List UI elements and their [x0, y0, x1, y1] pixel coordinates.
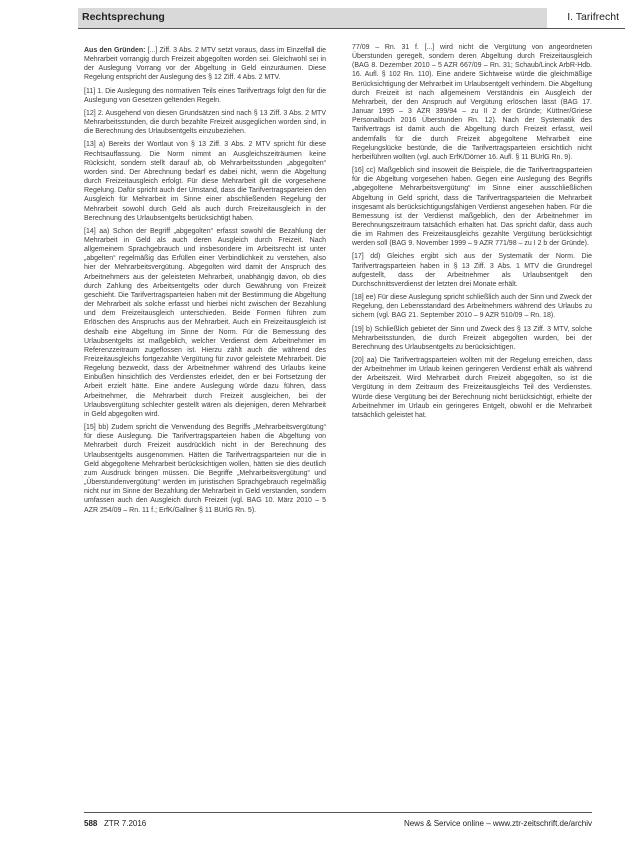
paragraph: [84, 46, 326, 83]
paragraph-number: [20]: [352, 357, 364, 364]
paragraph-text: aa) Die Tarifvertragsparteien wollten mit der Regelung erreichen, dass der Arbeitnehmer im Urlaub keinen geringeren Verdienst erhält als während der Arbeitszeit. Wird Mehrarbeit durch Freizeit abgegolten, so ist die Vergütung in dem Zeitraum des Freizeitausgleichs Teil des Verdienstes. Würde diese Vergütung bei der Berechnung nicht berücksichtigt, erhielte der Arbeitnehmer im Urlaub ein geringeres Entgelt, obwohl er die Mehrarbeit tatsächlich geleistet hat.: [352, 357, 592, 419]
page-footer: [78, 812, 598, 832]
paragraph-text: dd) Gleiches ergibt sich aus der Systematik der Norm. Die Tarifvertragsparteien haben in § 13 Ziff. 3 Abs. 1 MTV die Grundregel aufgestellt, dass der Arbeitnehmer als Urlaubsentgelt den Durchschnittsverdienst der letzten drei Monate erhält.: [352, 253, 592, 288]
paragraph-number: [15]: [84, 424, 96, 432]
left-text-column: [84, 46, 326, 519]
paragraph: [352, 166, 592, 248]
paragraph: [352, 43, 592, 162]
page-header: [78, 0, 625, 28]
paragraph-number: [14]: [84, 227, 96, 235]
right-text-column: [352, 43, 592, 424]
footer-link: News & Service online – www.ztr-zeitschrift.de/archiv: [403, 819, 592, 828]
paragraph-text: cc) Maßgeblich sind insoweit die Beispiele, die die Tarifvertragsparteien für die Abgeltung vorgesehen haben. Gegen eine Auslegung des Begriffs „abgegoltene Mehrarbeitsvergütung“ im Sinne einer ausschließlichen Abgeltung in Geld spricht, dass die Tarifvertragsparteien die Mehrarbeit insgesamt als berücksichtigungsfähigen Verdienst angesehen haben. Für die Bemessung ist der Verdienst maßgeblich, den der Arbeitnehmer im Berechnungszeitraum tatsächlich erhalten hat. Das spricht dafür, dass auch die im Rahmen des Freizeitausgleichs gezahlte Vergütung berücksichtigt werden soll (BAG 9. November 1999 – 9 AZR 771/98 – zu I 2 b der Gründe).: [352, 167, 592, 248]
paragraph-number: [19]: [352, 325, 364, 333]
paragraph-number: [18]: [352, 294, 364, 302]
header-rule: [78, 28, 625, 29]
paragraph: [352, 293, 592, 320]
page-number: 588: [84, 819, 98, 828]
paragraph-text: 2. Ausgehend von diesen Grundsätzen sind nach § 13 Ziff. 3 Abs. 2 MTV Mehrarbeitsstunden, die durch bezahlte Freizeit ausgeglichen worden sind, in die Berechnung des Urlaubsentgelts einzubeziehen.: [84, 109, 326, 136]
paragraph-text: ee) Für diese Auslegung spricht schließlich auch der Sinn und Zweck der Regelung, den Lebensstandard des Arbeitnehmers während des Urlaubs zu sichern (vgl. BAG 21. September 2010 – 9 AZR 510/09 – Rn. 18).: [352, 294, 592, 320]
header-section: I. Tarifrecht: [567, 11, 619, 23]
paragraph-lead: Aus den Gründen:: [84, 47, 146, 54]
paragraph-text: b) Schließlich gebietet der Sinn und Zweck des § 13 Ziff. 3 MTV, solche Mehrarbeitsstunden, die durch Freizeit abgegolten wurden, bei der Berechnung des Urlaubsentgelts zu berücksichtigen.: [352, 325, 592, 351]
paragraph-number: [16]: [352, 167, 364, 175]
paragraph-text: aa) Schon der Begriff „abgegolten“ erfasst sowohl die Bezahlung der Mehrarbeit in Geld als auch deren Ausgleich durch Freizeit. Nach allgemeinem Sprachgebrauch und insbesondere im Arbeitsrecht ist unter „abgelten“ regelmäßig das Erfüllen einer Verbindlichkeit zu verstehen, also hier der Mehrarbeitsvergütung. Abgegolten wird damit der Anspruch des Arbeitnehmers aus der geleisteten Mehrarbeit, unabhängig davon, ob dies durch Zahlung des Arbeitsentgelts oder durch Gewährung von Freizeit geschieht. Die Tarifvertragsparteien haben mit der Bestimmung die Abgeltung der Mehrarbeit als solche erfasst und hierbei nicht zwischen der Bezahlung und dem Freizeitausgleich unterschieden. Beide Formen führen zum Erlöschen des Anspruchs aus der Mehrarbeit. Auch ein Freizeitausgleich ist deshalb eine Abgeltung im Sinne der Norm. Für die Bemessung des Urlaubsentgelts ist maßgeblich, welcher Verdienst dem Arbeitnehmer im Referenzzeitraum zugeflossen ist. Hierzu zählt auch die während des Freizeitausgleichs fortgezahlte Vergütung für zuvor geleistete Mehrarbeit. Die Regelung bezweckt, dass der Arbeitnehmer während des Urlaubs keine Einbußen hinsichtlich des Verdienstes erleidet, den er bei Fortsetzung der Arbeit erzielt hätte. Eine andere Auslegung würde dazu führen, dass Arbeitnehmer, die Mehrarbeit durch Freizeit ausgleichen, bei der Urlaubsvergütung schlechter gestellt wären als diejenigen, deren Mehrarbeit in Geld abgegolten wird.: [84, 227, 326, 418]
footer-rule: [84, 812, 592, 813]
paragraph: [84, 109, 326, 136]
header-title: Rechtsprechung: [82, 11, 165, 23]
paragraph-text: bb) Zudem spricht die Verwendung des Begriffs „Mehrarbeitsvergütung“ für diese Auslegung. Die Tarifvertragsparteien haben die Abgeltung von Mehrarbeit durch Freizeit ausdrücklich nicht in der Berechnung des Urlaubsentgelts ausgenommen. Hätten die Tarifvertragsparteien nur die in Geld abgegoltene Mehrarbeit berücksichtigen wollen, hätten sie dies deutlich zum Ausdruck bringen müssen. Die Begriffe „Mehrarbeitsvergütung“ und „Überstundenvergütung“ werden im juristischen Sprachgebrauch regelmäßig nicht nur im Sinne der Bezahlung der Mehrarbeit in Geld verstanden, sondern umfassen auch den Ausgleich durch Freizeit (vgl. BAG 10. März 2010 – 5 AZR 254/09 – Rn. 11 f.; ErfK/Gallner § 11 BUrlG Rn. 5).: [84, 424, 326, 514]
paragraph: [84, 87, 326, 105]
paragraph: [352, 325, 592, 352]
paragraph-number: [12]: [84, 109, 96, 117]
paragraph-text: a) Bereits der Wortlaut von § 13 Ziff. 3 Abs. 2 MTV spricht für diese Rechtsauffassung. Die Norm nimmt an Ausgleichszeiträumen keine Rücksicht, sondern stellt darauf ab, ob Mehrarbeitsstunden „abgegolten“ worden sind. Der Abrechnung bedarf es dabei nicht, wenn die Abgeltung durch Freizeitausgleich erfolgt. Für diese Mehrarbeit gilt die vorgesehene Regelung. Dafür spricht auch der Umstand, dass die Tarifvertragsparteien den Ausgleich für Mehrarbeit im Sinne einer abschließenden Regelung der Mehrarbeit sowohl durch Geld als auch durch Freizeitausgleich in der Berechnung des Urlaubsentgelts berücksichtigt haben.: [84, 141, 326, 222]
paragraph-number: [13]: [84, 141, 96, 149]
journal-issue: ZTR 7.2016: [104, 819, 147, 828]
paragraph-text: 1. Die Auslegung des normativen Teils eines Tarifvertrags folgt den für die Auslegung von Gesetzen geltenden Regeln.: [84, 87, 326, 104]
paragraph-text: [...] Ziff. 3 Abs. 2 MTV setzt voraus, dass im Einzelfall die Mehrarbeit vorrangig durch Freizeit abgegolten worden sei. Gleichwohl sei in der Auslegung Vorrang vor der Abgeltung in Geld einzuräumen. Diese Regelung entspricht der Auslegung des § 12 Ziff. 4 Abs. 2 MTV.: [84, 47, 326, 82]
paragraph-number: [11]: [84, 87, 96, 95]
paragraph: [84, 140, 326, 222]
paragraph: [84, 227, 326, 419]
paragraph: [352, 252, 592, 289]
paragraph: [84, 423, 326, 515]
paragraph-number: [17]: [352, 253, 364, 261]
paragraph: [352, 356, 592, 420]
paragraph-text: 77/09 – Rn. 31 f. [...] wird nicht die Vergütung von angeordneten Überstunden geregelt, sondern deren Abgeltung durch Freizeitausgleich (BAG 8. Dezember 2010 – 5 AZR 667/09 – Rn. 31; Schaub/Linck ArbR-Hdb. 16. Aufl. § 102 Rn. 110). Eine andere Sichtweise würde die gleichmäßige Berücksichtigung der Mehrarbeit im Urlaubsentgelt verhindern. Die Abgeltung durch Freizeit ist nach allgemeinem Verständnis ein Ausgleich der Mehrarbeit, der den Anspruch auf Vergütung erlöschen lässt (BAG 17. Januar 1995 – 3 AZR 399/94 – zu II 2 der Gründe; Küttner/Griese Personalbuch 2016 Überstunden Rn. 12). Nach der Systematik des Tarifvertrags ist damit auch die Abgeltung durch Freizeit erfasst, weil andernfalls für die durch Freizeit abgegoltene Mehrarbeit eine Regelungslücke bestünde, die die Tarifvertragsparteien ersichtlich nicht herbeiführen wollten (vgl. auch ErfK/Dörner 16. Aufl. § 11 BUrlG Rn. 9).: [352, 44, 592, 161]
